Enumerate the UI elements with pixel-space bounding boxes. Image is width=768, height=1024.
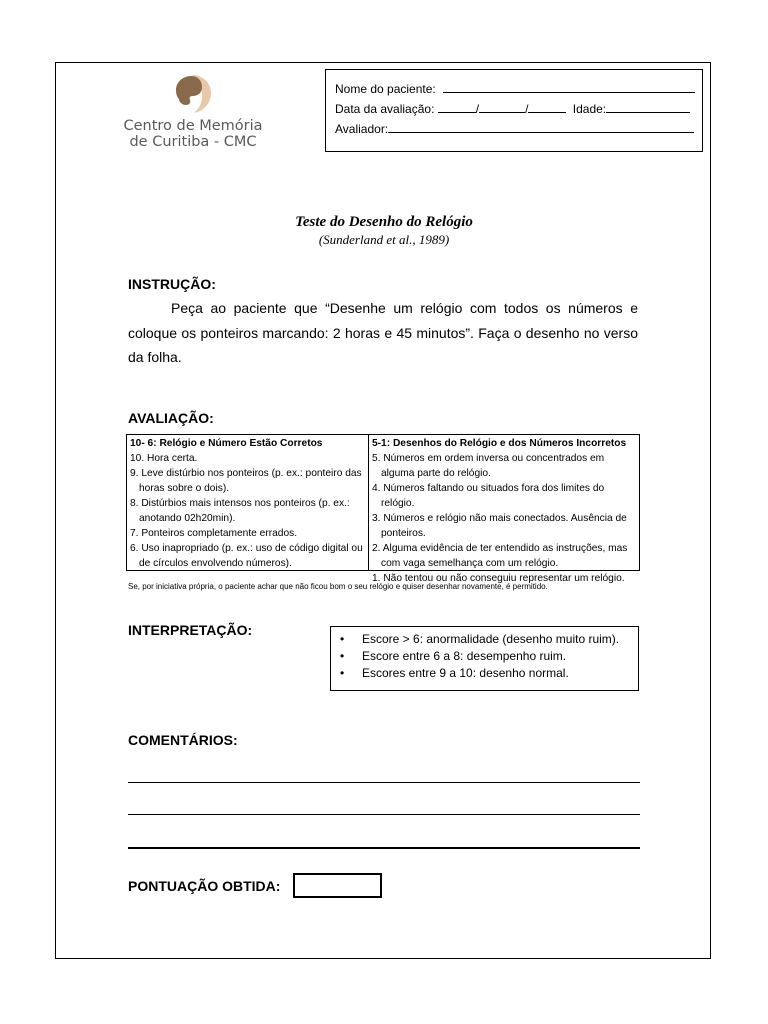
bullet-icon: •	[340, 632, 345, 646]
column-header: 10- 6: Relógio e Número Estão Corretos	[130, 438, 323, 449]
instruction-heading: INSTRUÇÃO:	[128, 276, 216, 292]
patient-name-label: Nome do paciente:	[335, 82, 436, 96]
comment-line[interactable]	[128, 847, 640, 849]
interpretation-text: Escores entre 9 a 10: desenho normal.	[362, 666, 569, 680]
instruction-text: Peça ao paciente que “Desenhe um relógio com todos os números e coloque os ponteiros marcando: 2 horas e 45 minutos”. Faça o desenho no verso da folha.	[128, 300, 638, 365]
logo-text	[108, 118, 278, 150]
list-item	[340, 648, 638, 665]
list-item: 2. Alguma evidência de ter entendido as instruções, mas com vaga semelhança com um relógio.	[372, 543, 628, 569]
age-field[interactable]	[606, 101, 690, 113]
evaluation-date-label: Data da avaliação:	[335, 102, 435, 116]
date-year-field[interactable]	[528, 101, 566, 113]
evaluation-note: Se, por iniciativa própria, o paciente achar que não ficou bom o seu relógio e quiser desenhar novamente, é permitido.	[128, 582, 548, 591]
interpretation-box	[330, 626, 639, 691]
list-item	[340, 631, 638, 648]
brain-head-logo-icon	[170, 72, 214, 116]
bullet-icon: •	[340, 666, 345, 680]
interpretation-text: Escore > 6: anormalidade (desenho muito ruim).	[362, 632, 620, 646]
logo-line-1: Centro de Memória	[123, 118, 263, 134]
evaluator-row	[335, 121, 694, 136]
score-column-high	[127, 435, 369, 570]
list-item	[340, 665, 638, 682]
patient-info-box	[325, 69, 703, 152]
page-subtitle: (Sunderland et al., 1989)	[318, 232, 450, 247]
score-label: PONTUAÇÃO OBTIDA:	[128, 878, 281, 894]
list-item: 3. Números e relógio não mais conectados. Ausência de ponteiros.	[372, 513, 627, 539]
list-item: 9. Leve distúrbio nos ponteiros (p. ex.: ponteiro das horas sobre o dois).	[130, 468, 362, 494]
patient-name-field[interactable]	[443, 81, 695, 93]
date-month-field[interactable]	[479, 101, 525, 113]
comment-line[interactable]	[128, 814, 640, 815]
list-item: 4. Números faltando ou situados fora dos limites do relógio.	[372, 483, 605, 509]
evaluation-date-row: Data da avaliação: / / Idade:	[335, 101, 690, 116]
list-item: 6. Uso inapropriado (p. ex.: uso de código digital ou de círculos envolvendo números).	[130, 543, 363, 569]
evaluation-heading: AVALIAÇÃO:	[128, 410, 214, 426]
logo-line-2: de Curitiba - CMC	[129, 134, 257, 150]
bullet-icon: •	[340, 649, 345, 663]
evaluation-table	[126, 434, 640, 584]
score-input-box[interactable]	[293, 873, 382, 898]
list-item: 5. Números em ordem inversa ou concentrados em alguma parte do relógio.	[372, 453, 605, 479]
list-item: 7. Ponteiros completamente errados.	[130, 528, 298, 539]
interpretation-text: Escore entre 6 a 8: desempenho ruim.	[362, 649, 567, 663]
list-item: 1. Não tentou ou não conseguiu representar um relógio.	[372, 573, 625, 584]
age-label: Idade:	[572, 102, 607, 116]
page-title: Teste do Desenho do Relógio	[295, 214, 473, 230]
score-column-low	[369, 435, 639, 584]
evaluator-label: Avaliador:	[335, 122, 389, 136]
evaluator-field[interactable]	[388, 121, 694, 133]
column-header: 5-1: Desenhos do Relógio e dos Números Incorretos	[372, 438, 627, 449]
comments-heading: COMENTÁRIOS:	[128, 732, 238, 748]
interpretation-heading: INTERPRETAÇÃO:	[128, 622, 253, 638]
list-item: 8. Distúrbios mais intensos nos ponteiros (p. ex.: anotando 02h20min).	[130, 498, 350, 524]
date-day-field[interactable]	[438, 101, 476, 113]
patient-name-row	[335, 81, 695, 96]
list-item: 10. Hora certa.	[130, 453, 198, 464]
comment-line[interactable]	[128, 782, 640, 783]
